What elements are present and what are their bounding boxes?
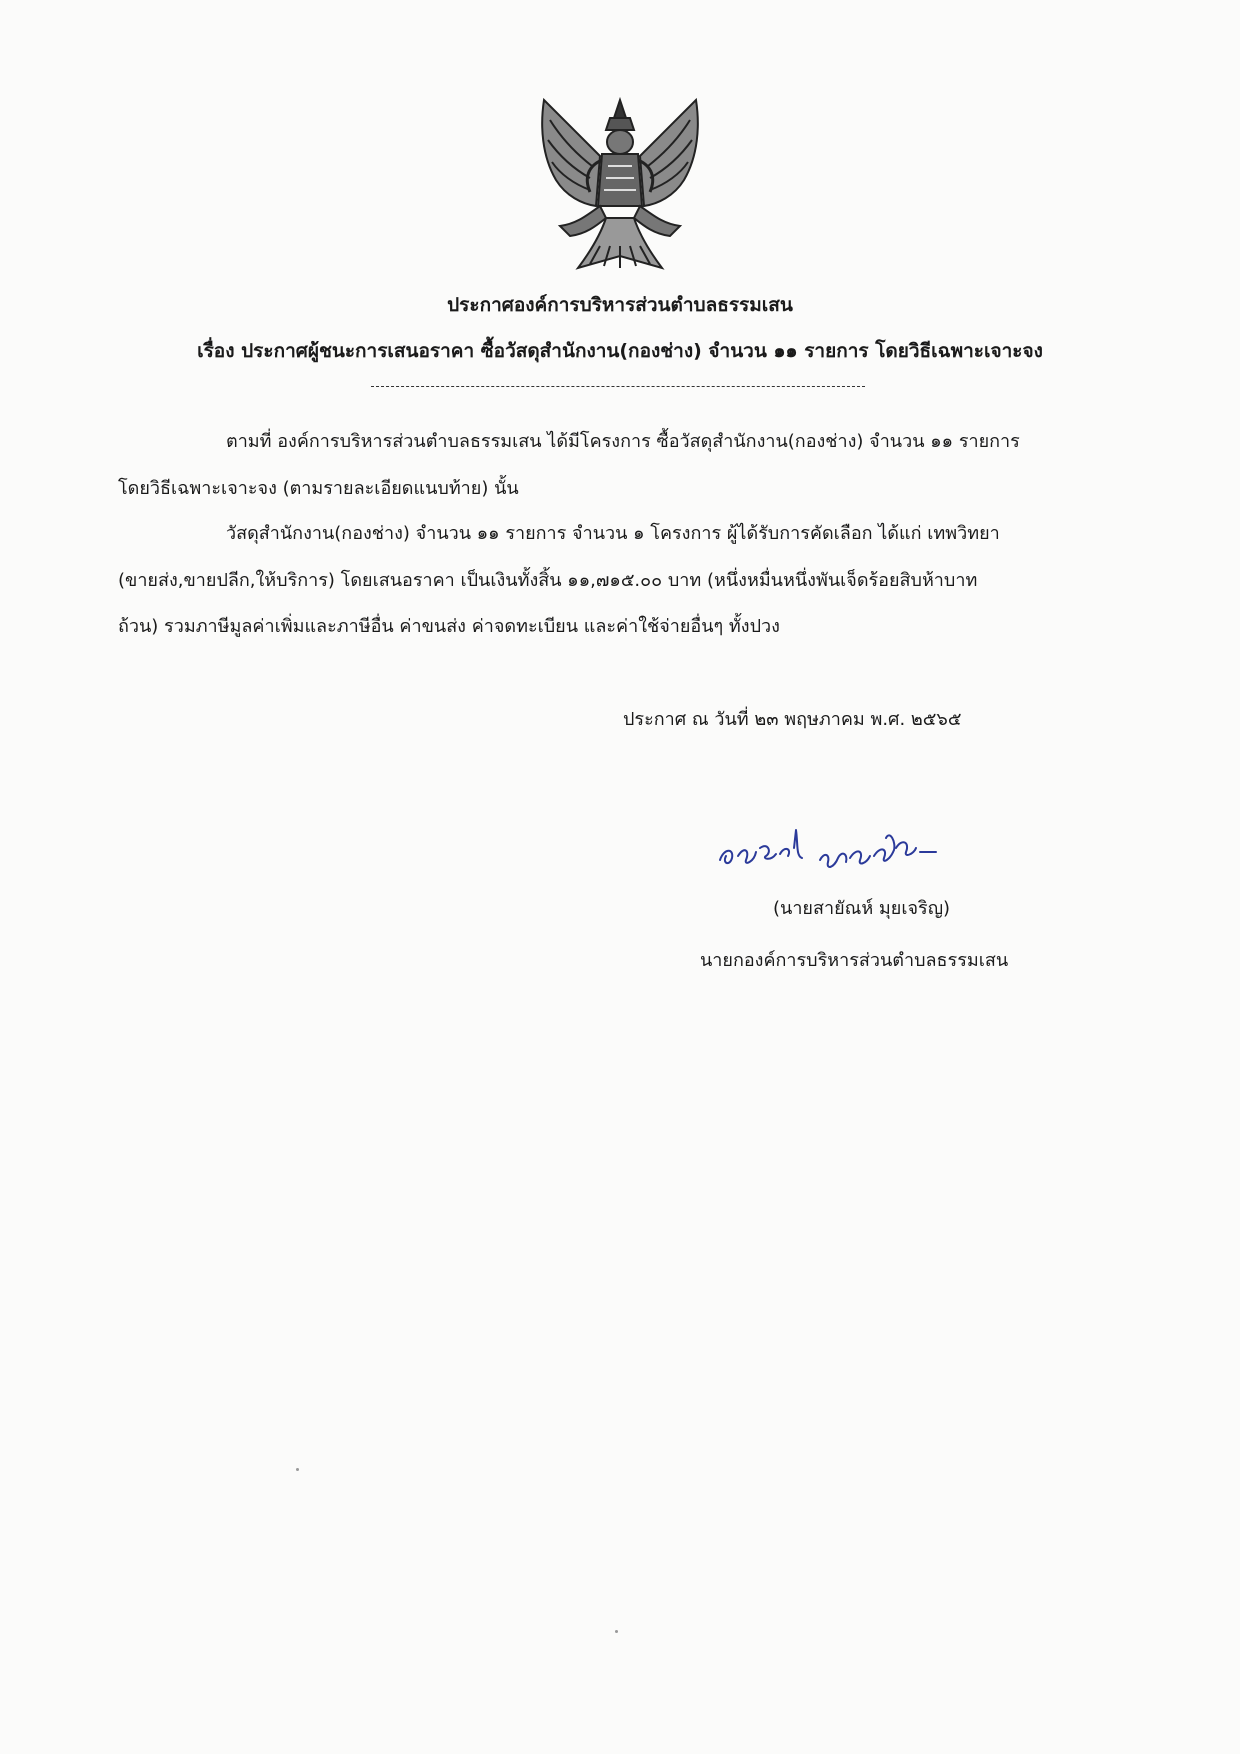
signer-position: นายกองค์การบริหารส่วนตำบลธรรมเสน bbox=[700, 950, 1009, 971]
announcement-subject: เรื่อง ประกาศผู้ชนะการเสนอราคา ซื้อวัสดุสำนักงาน(กองช่าง) จำนวน ๑๑ รายการ โดยวิธีเฉพาะเจาะจง bbox=[197, 340, 1043, 362]
body-line: โดยวิธีเฉพาะเจาะจง (ตามรายละเอียดแนบท้าย) นั้น bbox=[118, 478, 519, 499]
scan-speck bbox=[615, 1630, 618, 1633]
announcement-date: ประกาศ ณ วันที่ ๒๓ พฤษภาคม พ.ศ. ๒๕๖๕ bbox=[623, 709, 962, 730]
scan-speck bbox=[296, 1468, 299, 1471]
garuda-emblem-icon bbox=[530, 96, 710, 278]
body-line: วัสดุสำนักงาน(กองช่าง) จำนวน ๑๑ รายการ จำนวน ๑ โครงการ ผู้ได้รับการคัดเลือก ได้แก่ เทพวิทยา bbox=[226, 523, 1000, 544]
signer-name: (นายสายัณห์ มุยเจริญ) bbox=[773, 898, 951, 919]
announcement-title: ประกาศองค์การบริหารส่วนตำบลธรรมเสน bbox=[447, 294, 793, 316]
body-line: (ขายส่ง,ขายปลีก,ให้บริการ) โดยเสนอราคา เป็นเงินทั้งสิ้น ๑๑,๗๑๕.๐๐ บาท (หนึ่งหมื่นหนึ่งพันเจ็ดร้อยสิบห้าบาท bbox=[118, 570, 978, 591]
handwritten-signature bbox=[710, 808, 950, 878]
body-line: ตามที่ องค์การบริหารส่วนตำบลธรรมเสน ได้มีโครงการ ซื้อวัสดุสำนักงาน(กองช่าง) จำนวน ๑๑ รายการ bbox=[226, 431, 1020, 452]
title-divider bbox=[371, 386, 865, 387]
body-line: ถ้วน) รวมภาษีมูลค่าเพิ่มและภาษีอื่น ค่าขนส่ง ค่าจดทะเบียน และค่าใช้จ่ายอื่นๆ ทั้งปวง bbox=[118, 616, 780, 637]
